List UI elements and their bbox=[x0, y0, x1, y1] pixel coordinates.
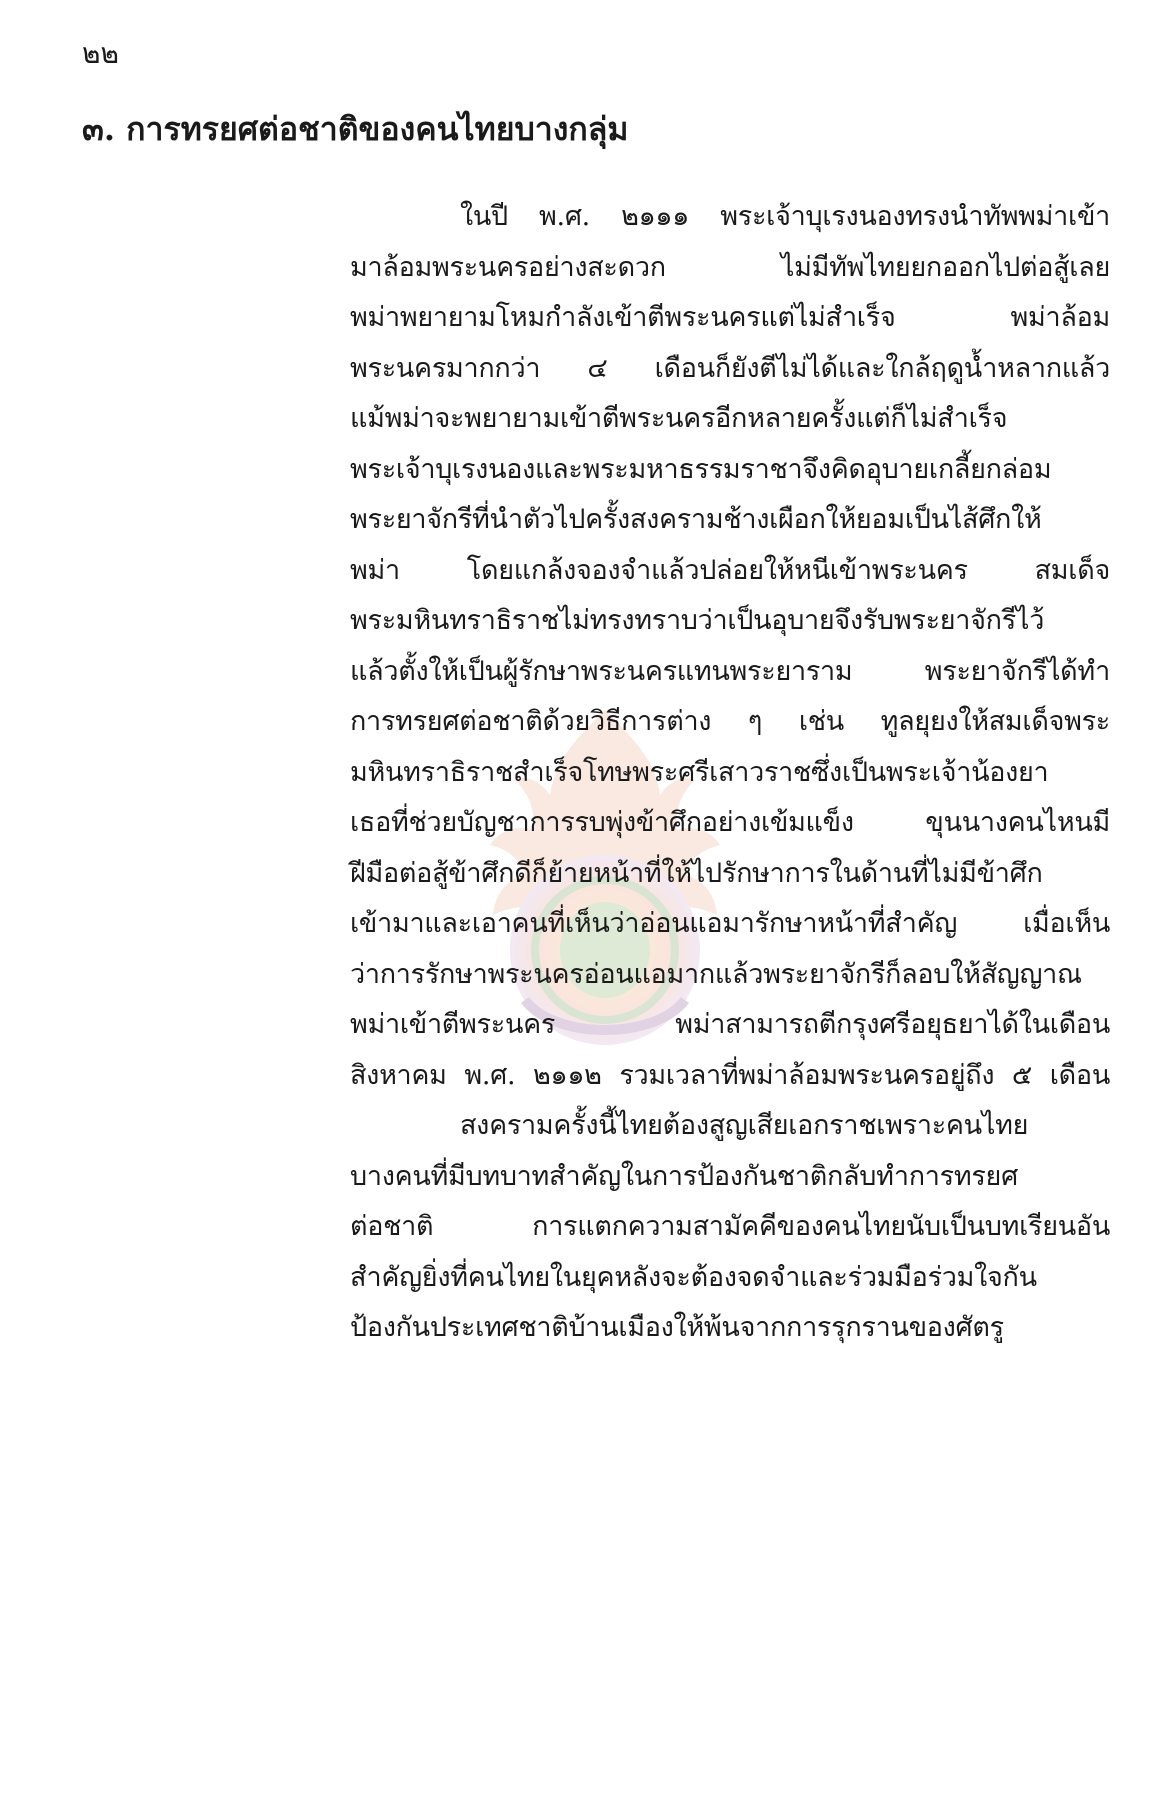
section-title: ๓. การทรยศต่อชาติของคนไทยบางกลุ่ม bbox=[82, 110, 629, 148]
text-line: การทรยศต่อชาติด้วยวิธีการต่าง ๆ เช่น ทูลยุยงให้สมเด็จพระ bbox=[350, 706, 1110, 737]
text-line: สิงหาคม พ.ศ. ๒๑๑๒ รวมเวลาที่พม่าล้อมพระนครอยู่ถึง ๕ เดือน bbox=[350, 1059, 1110, 1091]
text-line: เข้ามาและเอาคนที่เห็นว่าอ่อนแอมารักษาหน้าที่สำคัญ เมื่อเห็น bbox=[350, 908, 1110, 939]
text-line: แล้วตั้งให้เป็นผู้รักษาพระนครแทนพระยาราม พระยาจักรีได้ทำ bbox=[350, 655, 1110, 687]
text-line: ต่อชาติ การแตกความสามัคคีของคนไทยนับเป็นบทเรียนอัน bbox=[350, 1211, 1110, 1242]
text-line: ว่าการรักษาพระนครอ่อนแอมากแล้วพระยาจักรีก็ลอบให้สัญญาณ bbox=[350, 958, 1082, 990]
text-line: บางคนที่มีบทบาทสำคัญในการป้องกันชาติกลับทำการทรยศ bbox=[350, 1160, 1018, 1192]
page-number: ๒๒ bbox=[82, 37, 119, 70]
text-line: สงครามครั้งนี้ไทยต้องสูญเสียเอกราชเพราะคนไทย bbox=[460, 1110, 1029, 1141]
text-line: พม่าเข้าตีพระนคร พม่าสามารถตีกรุงศรีอยุธยาได้ในเดือน bbox=[350, 1009, 1110, 1040]
text-line: เธอที่ช่วยบัญชาการรบพุ่งข้าศึกอย่างเข้มแข็ง ขุนนางคนไหนมี bbox=[350, 807, 1110, 838]
text-line: พม่า โดยแกล้งจองจำแล้วปล่อยให้หนีเข้าพระนคร สมเด็จ bbox=[350, 554, 1110, 586]
text-line: พระยาจักรีที่นำตัวไปครั้งสงครามช้างเผือกให้ยอมเป็นไส้ศึกให้ bbox=[350, 504, 1042, 535]
text-line: ในปี พ.ศ. ๒๑๑๑ พระเจ้าบุเรงนองทรงนำทัพพม่าเข้า bbox=[460, 201, 1110, 232]
body-text bbox=[350, 192, 1110, 1354]
text-line: พม่าพยายามโหมกำลังเข้าตีพระนครแต่ไม่สำเร็จ พม่าล้อม bbox=[350, 302, 1110, 333]
text-line: มหินทราธิราชสำเร็จโทษพระศรีเสาวราชซึ่งเป็นพระเจ้าน้องยา bbox=[350, 756, 1049, 788]
text-line: แม้พม่าจะพยายามเข้าตีพระนครอีกหลายครั้งแต่ก็ไม่สำเร็จ bbox=[350, 403, 1008, 434]
text-line: พระเจ้าบุเรงนองและพระมหาธรรมราชาจึงคิดอุบายเกลี้ยกล่อม bbox=[350, 453, 1052, 485]
text-line: มาล้อมพระนครอย่างสะดวก ไม่มีทัพไทยยกออกไปต่อสู้เลย bbox=[350, 251, 1110, 283]
text-line: ฝีมือต่อสู้ข้าศึกดีก็ย้ายหน้าที่ให้ไปรักษาการในด้านที่ไม่มีข้าศึก bbox=[350, 857, 1043, 889]
text-line: พระมหินทราธิราชไม่ทรงทราบว่าเป็นอุบายจึงรับพระยาจักรีไว้ bbox=[350, 605, 1045, 636]
text-line: ป้องกันประเทศชาติบ้านเมืองให้พ้นจากการรุกรานของศัตรู bbox=[350, 1312, 1004, 1343]
text-line: พระนครมากกว่า ๔ เดือนก็ยังตีไม่ได้และใกล้ฤดูน้ำหลากแล้ว bbox=[350, 352, 1110, 384]
text-line: สำคัญยิ่งที่คนไทยในยุคหลังจะต้องจดจำและร่วมมือร่วมใจกัน bbox=[350, 1261, 1037, 1293]
